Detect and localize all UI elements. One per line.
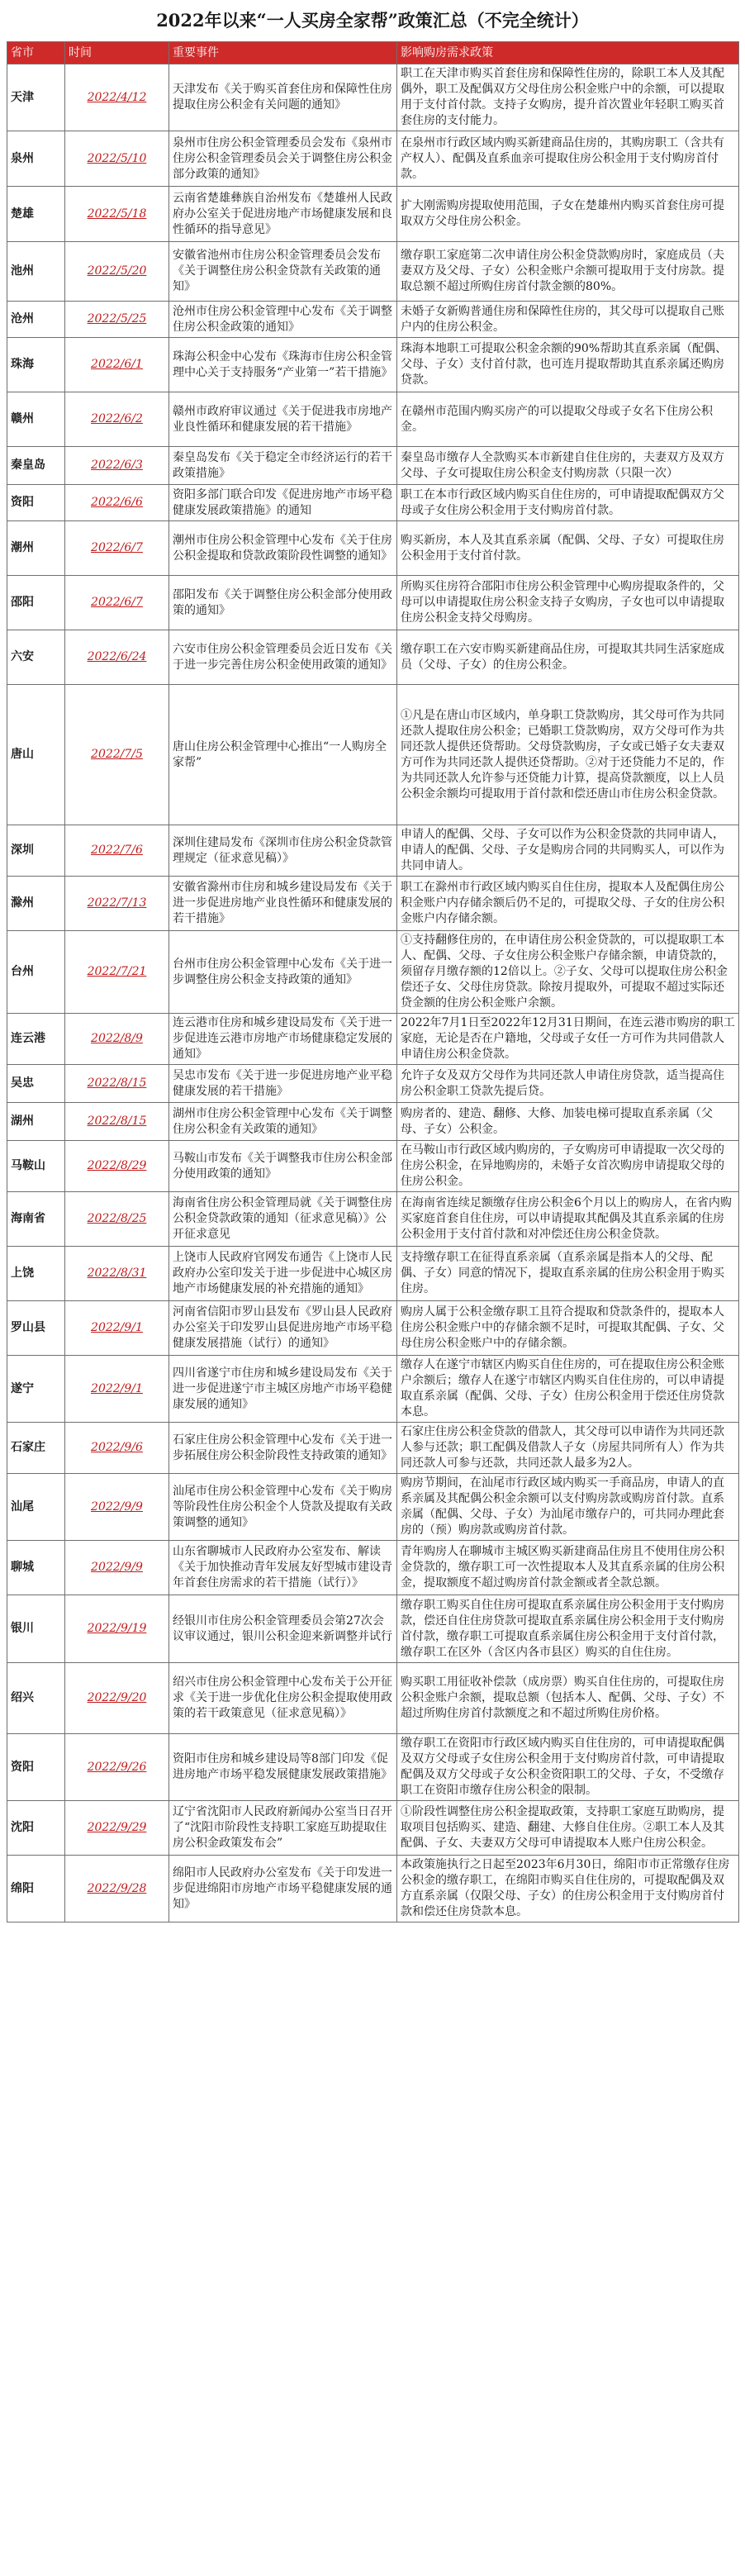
cell-policy: 购房人属于公积金缴存职工且符合提取和贷款条件的，提取本人住房公积金账户中的存储余额不足时，可提取其配偶、子女、父母住房公积金账户中的存储余额。 (397, 1301, 739, 1356)
cell-date[interactable]: 2022/6/6 (65, 485, 169, 521)
cell-date[interactable]: 2022/9/6 (65, 1423, 169, 1474)
cell-policy: 允许子女及双方父母作为共同还款人申请住房贷款，适当提高住房公积金职工贷款先提后贷。 (397, 1065, 739, 1103)
cell-city: 石家庄 (7, 1423, 65, 1474)
cell-date[interactable]: 2022/5/20 (65, 242, 169, 302)
cell-date[interactable]: 2022/6/7 (65, 576, 169, 630)
cell-event: 云南省楚雄彝族自治州发布《楚雄州人民政府办公室关于促进房地产市场健康发展和良性循环的指导意见》 (169, 187, 397, 242)
table-row (7, 64, 739, 131)
cell-event: 海南省住房公积金管理局就《关于调整住房公积金贷款政策的通知（征求意见稿）》公开征求意见 (169, 1192, 397, 1247)
cell-event: 安徽省池州市住房公积金管理委员会发布《关于调整住房公积金贷款有关政策的通知》 (169, 242, 397, 302)
cell-policy: 职工在天津市购买首套住房和保障性住房的，除职工本人及其配偶外，职工及配偶双方父母住房公积金账户中的余额，可以提取用于支付首付款。支持子女购房，提升首次置业年轻职工购买首套住房的支付能力。 (397, 64, 739, 131)
table-row (7, 1474, 739, 1541)
cell-event: 辽宁省沈阳市人民政府新闻办公室当日召开了“沈阳市阶段性支持职工家庭互助提取住房公积金政策发布会” (169, 1801, 397, 1856)
cell-city: 上饶 (7, 1247, 65, 1301)
header-city: 省市 (7, 42, 65, 64)
cell-city: 池州 (7, 242, 65, 302)
cell-date[interactable]: 2022/9/29 (65, 1801, 169, 1856)
table-row (7, 485, 739, 521)
cell-date[interactable]: 2022/8/29 (65, 1141, 169, 1192)
cell-policy: 在海南省连续足额缴存住房公积金6个月以上的购房人，在省内购买家庭首套自住住房，可以申请提取其配偶及其直系亲属的住房公积金用于支付首付款和对冲偿还住房公积金贷款。 (397, 1192, 739, 1247)
cell-event: 唐山住房公积金管理中心推出“一人购房全家帮” (169, 685, 397, 825)
cell-date[interactable]: 2022/9/9 (65, 1474, 169, 1541)
cell-policy: 职工在滁州市行政区域内购买自住住房，提取本人及配偶住房公积金账户内存储余额后仍不足的，可提取父母、子女的住房公积金账户内存储余额。 (397, 877, 739, 931)
cell-date[interactable]: 2022/8/9 (65, 1014, 169, 1065)
cell-city: 连云港 (7, 1014, 65, 1065)
table-row (7, 931, 739, 1014)
cell-event: 石家庄住房公积金管理中心发布《关于进一步拓展住房公积金阶段性支持政策的通知》 (169, 1423, 397, 1474)
table-row (7, 576, 739, 630)
cell-date[interactable]: 2022/9/19 (65, 1595, 169, 1663)
cell-date[interactable]: 2022/5/10 (65, 131, 169, 187)
cell-date[interactable]: 2022/7/13 (65, 877, 169, 931)
cell-event: 安徽省滁州市住房和城乡建设局发布《关于进一步促进房地产业良性循环和健康发展的若干措施》 (169, 877, 397, 931)
table-row (7, 1856, 739, 1922)
cell-city: 湖州 (7, 1103, 65, 1141)
cell-policy: 缴存职工购买自住住房可提取直系亲属住房公积金用于支付购房款，偿还自住住房贷款可提取直系亲属住房公积金用于支付购房首付款，缴存职工可提取直系亲属住房公积金用于支付首付款，缴存职工在区外（含区内各市县区）购买的自住住房。 (397, 1595, 739, 1663)
cell-city: 秦皇岛 (7, 447, 65, 485)
cell-event: 上饶市人民政府官网发布通告《上饶市人民政府办公室印发关于进一步促进中心城区房地产市场健康发展的补充措施的通知》 (169, 1247, 397, 1301)
cell-city: 六安 (7, 630, 65, 685)
cell-city: 资阳 (7, 485, 65, 521)
cell-city: 潮州 (7, 521, 65, 576)
table-row (7, 302, 739, 338)
cell-city: 沈阳 (7, 1801, 65, 1856)
cell-city: 台州 (7, 931, 65, 1014)
cell-event: 资阳市住房和城乡建设局等8部门印发《促进房地产市场平稳发展健康发展政策措施》 (169, 1734, 397, 1801)
cell-date[interactable]: 2022/6/3 (65, 447, 169, 485)
table-row (7, 1014, 739, 1065)
policy-table (7, 41, 739, 1922)
cell-event: 绍兴市住房公积金管理中心发布关于公开征求《关于进一步优化住房公积金提取使用政策的若干政策意见（征求意见稿）》 (169, 1663, 397, 1734)
cell-policy: 购房节期间，在汕尾市行政区域内购买一手商品房，申请人的直系亲属及其配偶公积金余额可以支付购房款或购房首付款。直系亲属（配偶、父母、子女）为汕尾市缴存户的，可共同办理此套房的（预）购房款或购房首付款。 (397, 1474, 739, 1541)
cell-policy: 购房者的、建造、翻修、大修、加装电梯可提取直系亲属（父母、子女）公积金。 (397, 1103, 739, 1141)
cell-city: 邵阳 (7, 576, 65, 630)
cell-city: 楚雄 (7, 187, 65, 242)
cell-city: 马鞍山 (7, 1141, 65, 1192)
page-title: 2022年以来“一人买房全家帮”政策汇总（不完全统计） (156, 10, 589, 31)
table-header-row (7, 42, 739, 64)
cell-city: 滁州 (7, 877, 65, 931)
cell-event: 湖州市住房公积金管理中心发布《关于调整住房公积金有关政策的通知》 (169, 1103, 397, 1141)
table-row (7, 1541, 739, 1595)
cell-policy: 石家庄住房公积金贷款的借款人，其父母可以申请作为共同还款人参与还款；职工配偶及借款人子女（房屋共同所有人）作为共同还款人可参与还款，共同还款人最多为2人。 (397, 1423, 739, 1474)
cell-event: 赣州市政府审议通过《关于促进我市房地产业良性循环和健康发展的若干措施》 (169, 392, 397, 447)
cell-city: 罗山县 (7, 1301, 65, 1356)
header-date: 时间 (65, 42, 169, 64)
cell-city: 绵阳 (7, 1856, 65, 1922)
cell-policy: ①凡是在唐山市区域内，单身职工贷款购房，其父母可作为共同还款人提取住房公积金；已婚职工贷款购房，双方父母可作为共同还款人提供还贷帮助。父母贷款购房，子女或已婚子女夫妻双方可作为共同还款人提供还贷帮助。②对于还贷能力不足的，作为共同还款人允许参与还贷能力计算，提高贷款额度，以上人员公积金余额均可提取用于首付款和偿还唐山市住房公积金贷款。 (397, 685, 739, 825)
table-row (7, 1192, 739, 1247)
table-row (7, 242, 739, 302)
cell-date[interactable]: 2022/9/28 (65, 1856, 169, 1922)
cell-event: 潮州市住房公积金管理中心发布《关于住房公积金提取和贷款政策阶段性调整的通知》 (169, 521, 397, 576)
cell-policy: 2022年7月1日至2022年12月31日期间，在连云港市购房的职工家庭，无论是否在户籍地，父母或子女任一方可作为共同借款人申请住房公积金贷款。 (397, 1014, 739, 1065)
cell-city: 银川 (7, 1595, 65, 1663)
cell-date[interactable]: 2022/8/25 (65, 1192, 169, 1247)
cell-city: 深圳 (7, 825, 65, 877)
table-row (7, 447, 739, 485)
cell-date[interactable]: 2022/6/1 (65, 338, 169, 392)
cell-city: 聊城 (7, 1541, 65, 1595)
cell-event: 秦皇岛发布《关于稳定全市经济运行的若干政策措施》 (169, 447, 397, 485)
table-row (7, 131, 739, 187)
cell-city: 沧州 (7, 302, 65, 338)
cell-event: 泉州市住房公积金管理委员会发布《泉州市住房公积金管理委员会关于调整住房公积金部分政策的通知》 (169, 131, 397, 187)
cell-city: 吴忠 (7, 1065, 65, 1103)
cell-policy: 在马鞍山市行政区域内购房的，子女购房可申请提取一次父母的住房公积金，在异地购房的，未婚子女首次购房申请提取父母的住房公积金。 (397, 1141, 739, 1192)
cell-date[interactable]: 2022/9/1 (65, 1301, 169, 1356)
table-row (7, 1247, 739, 1301)
cell-date[interactable]: 2022/9/9 (65, 1541, 169, 1595)
table-row (7, 1801, 739, 1856)
cell-event: 河南省信阳市罗山县发布《罗山县人民政府办公室关于印发罗山县促进房地产市场平稳健康发展措施（试行）的通知》 (169, 1301, 397, 1356)
cell-event: 六安市住房公积金管理委员会近日发布《关于进一步完善住房公积金使用政策的通知》 (169, 630, 397, 685)
cell-event: 山东省聊城市人民政府办公室发布、解读《关于加快推动青年发展友好型城市建设青年首套住房需求的若干措施（试行）》 (169, 1541, 397, 1595)
table-body (7, 64, 739, 1922)
cell-date[interactable]: 2022/9/1 (65, 1356, 169, 1423)
cell-policy: 未婚子女新购普通住房和保障性住房的，其父母可以提取自己账户内的住房公积金。 (397, 302, 739, 338)
table-row (7, 392, 739, 447)
table-row (7, 1141, 739, 1192)
table-row (7, 630, 739, 685)
table-row (7, 1734, 739, 1801)
cell-event: 资阳多部门联合印发《促进房地产市场平稳健康发展政策措施》的通知 (169, 485, 397, 521)
table-row (7, 1595, 739, 1663)
table-header (7, 42, 739, 64)
table-row (7, 877, 739, 931)
cell-policy: 在赣州市范围内购买房产的可以提取父母或子女名下住房公积金。 (397, 392, 739, 447)
cell-event: 马鞍山市发布《关于调整我市住房公积金部分使用政策的通知》 (169, 1141, 397, 1192)
cell-policy: 申请人的配偶、父母、子女可以作为公积金贷款的共同申请人，申请人的配偶、父母、子女是购房合同的共同购买人，可以作为共同申请人。 (397, 825, 739, 877)
cell-event: 汕尾市住房公积金管理中心发布《关于购房等阶段性住房公积金个人贷款及提取有关政策调整的通知》 (169, 1474, 397, 1541)
cell-date[interactable]: 2022/8/15 (65, 1103, 169, 1141)
cell-date[interactable]: 2022/8/31 (65, 1247, 169, 1301)
cell-policy: 缴存人在遂宁市辖区内购买自住住房的，可在提取住房公积金账户余额后；缴存人在遂宁市辖区内购买自住住房的，可以申请提取直系亲属（配偶、父母、子女）住房公积金用于偿还住房贷款本息。 (397, 1356, 739, 1423)
cell-policy: 购买职工用征收补偿款（成房票）购买自住住房的，可提取住房公积金账户余额，提取总额（包括本人、配偶、父母、子女）不超过所购住房首付款额度之和不超过所购住房价格。 (397, 1663, 739, 1734)
cell-city: 泉州 (7, 131, 65, 187)
cell-event: 沧州市住房公积金管理中心发布《关于调整住房公积金政策的通知》 (169, 302, 397, 338)
cell-policy: 本政策施执行之日起至2023年6月30日，绵阳市市正常缴存住房公积金的缴存职工，在绵阳市购买自住住房的，可提取配偶及双方直系亲属（仅限父母、子女）的住房公积金用于支付购房首付款和偿还住房贷款本息。 (397, 1856, 739, 1922)
cell-date[interactable]: 2022/6/2 (65, 392, 169, 447)
cell-event: 深圳住建局发布《深圳市住房公积金贷款管理规定（征求意见稿）》 (169, 825, 397, 877)
cell-event: 四川省遂宁市住房和城乡建设局发布《关于进一步促进遂宁市主城区房地产市场平稳健康发展的通知》 (169, 1356, 397, 1423)
cell-event: 台州市住房公积金管理中心发布《关于进一步调整住房公积金支持政策的通知》 (169, 931, 397, 1014)
table-row (7, 521, 739, 576)
cell-city: 海南省 (7, 1192, 65, 1247)
table-row (7, 1065, 739, 1103)
table-row (7, 1423, 739, 1474)
cell-date[interactable]: 2022/7/21 (65, 931, 169, 1014)
cell-city: 天津 (7, 64, 65, 131)
cell-policy: ①阶段性调整住房公积金提取政策，支持职工家庭互助购房，提取项目包括购买、建造、翻建、大修自住住房。②职工本人及其配偶、子女、夫妻双方父母可申请提取本人账户住房公积金。 (397, 1801, 739, 1856)
cell-city: 唐山 (7, 685, 65, 825)
cell-event: 珠海公积金中心发布《珠海市住房公积金管理中心关于支持服务“产业第一”若干措施》 (169, 338, 397, 392)
cell-policy: 所购买住房符合邵阳市住房公积金管理中心购房提取条件的，父母可以申请提取住房公积金支持子女购房，子女也可以申请提取住房公积金支持父母购房。 (397, 576, 739, 630)
table-row (7, 187, 739, 242)
cell-date[interactable]: 2022/9/26 (65, 1734, 169, 1801)
table-row (7, 1103, 739, 1141)
cell-date[interactable]: 2022/5/18 (65, 187, 169, 242)
cell-date[interactable]: 2022/7/6 (65, 825, 169, 877)
header-event: 重要事件 (169, 42, 397, 64)
cell-event: 天津发布《关于购买首套住房和保障性住房提取住房公积金有关问题的通知》 (169, 64, 397, 131)
table-row (7, 1356, 739, 1423)
cell-date[interactable]: 2022/5/25 (65, 302, 169, 338)
cell-policy: 缴存职工在六安市购买新建商品住房，可提取其共同生活家庭成员（父母、子女）的住房公积金。 (397, 630, 739, 685)
cell-policy: 秦皇岛市缴存人全款购买本市新建自住住房的，夫妻双方及双方父母、子女可提取住房公积金支付购房款（只限一次） (397, 447, 739, 485)
cell-policy: ①支持翻修住房的，在申请住房公积金贷款的，可以提取职工本人、配偶、父母、子女住房公积金账户存储余额，申请贷款的，须留存月缴存额的12倍以上。②子女、父母可以提取住房公积金偿还子女、父母住房贷款。除按月提取外，可提取不超过实际还贷金额的住房公积金账户余额。 (397, 931, 739, 1014)
table-row (7, 338, 739, 392)
cell-city: 资阳 (7, 1734, 65, 1801)
cell-policy: 在泉州市行政区域内购买新建商品住房的，其购房职工（含共有产权人）、配偶及直系血亲可提取住房公积金用于支付购房首付款。 (397, 131, 739, 187)
cell-policy: 扩大刚需购房提取使用范围，子女在楚雄州内购买首套住房可提取双方父母住房公积金。 (397, 187, 739, 242)
table-row (7, 685, 739, 825)
cell-date[interactable]: 2022/4/12 (65, 64, 169, 131)
cell-date[interactable]: 2022/7/5 (65, 685, 169, 825)
table-row (7, 825, 739, 877)
cell-city: 赣州 (7, 392, 65, 447)
cell-policy: 珠海本地职工可提取公积金余额的90%帮助其直系亲属（配偶、父母、子女）支付首付款，也可连月提取帮助其直系亲属还购房贷款。 (397, 338, 739, 392)
table-row (7, 1663, 739, 1734)
cell-event: 吴忠市发布《关于进一步促进房地产业平稳健康发展的若干措施》 (169, 1065, 397, 1103)
cell-policy: 购买新房，本人及其直系亲属（配偶、父母、子女）可提取住房公积金用于支付首付款。 (397, 521, 739, 576)
cell-city: 汕尾 (7, 1474, 65, 1541)
cell-policy: 缴存职工在资阳市行政区域内购买自住住房的，可申请提取配偶及双方父母或子女住房公积金用于支付购房首付款，可申请提取配偶及双方父母或子女公积金资阳职工的父母、子女，不受缴存职工在资阳市缴存住房公积金的限制。 (397, 1734, 739, 1801)
cell-event: 连云港市住房和城乡建设局发布《关于进一步促进连云港市房地产市场健康稳定发展的通知》 (169, 1014, 397, 1065)
cell-city: 遂宁 (7, 1356, 65, 1423)
header-policy: 影响购房需求政策 (397, 42, 739, 64)
cell-city: 绍兴 (7, 1663, 65, 1734)
cell-event: 绵阳市人民政府办公室发布《关于印发进一步促进绵阳市房地产市场平稳健康发展的通知》 (169, 1856, 397, 1922)
cell-date[interactable]: 2022/9/20 (65, 1663, 169, 1734)
cell-event: 邵阳发布《关于调整住房公积金部分使用政策的通知》 (169, 576, 397, 630)
cell-policy: 职工在本市行政区域内购买自住住房的，可申请提取配偶双方父母或子女住房公积金用于支付购房首付款。 (397, 485, 739, 521)
cell-city: 珠海 (7, 338, 65, 392)
table-row (7, 1301, 739, 1356)
cell-date[interactable]: 2022/8/15 (65, 1065, 169, 1103)
cell-policy: 青年购房人在聊城市主城区购买新建商品住房且不使用住房公积金贷款的，缴存职工可一次性提取本人及其直系亲属的住房公积金，提取额度不超过购房首付款金额或者全款总额。 (397, 1541, 739, 1595)
cell-policy: 缴存职工家庭第二次申请住房公积金贷款购房时，家庭成员（夫妻双方及父母、子女）公积金账户余额可提取用于支付房款。提取总额不超过所购住房首付款金额的80%。 (397, 242, 739, 302)
cell-event: 经银川市住房公积金管理委员会第27次会议审议通过，银川公积金迎来新调整并试行 (169, 1595, 397, 1663)
cell-policy: 支持缴存职工在征得直系亲属（直系亲属是指本人的父母、配偶、子女）同意的情况下，提取直系亲属的住房公积金用于购买住房。 (397, 1247, 739, 1301)
cell-date[interactable]: 2022/6/7 (65, 521, 169, 576)
cell-date[interactable]: 2022/6/24 (65, 630, 169, 685)
